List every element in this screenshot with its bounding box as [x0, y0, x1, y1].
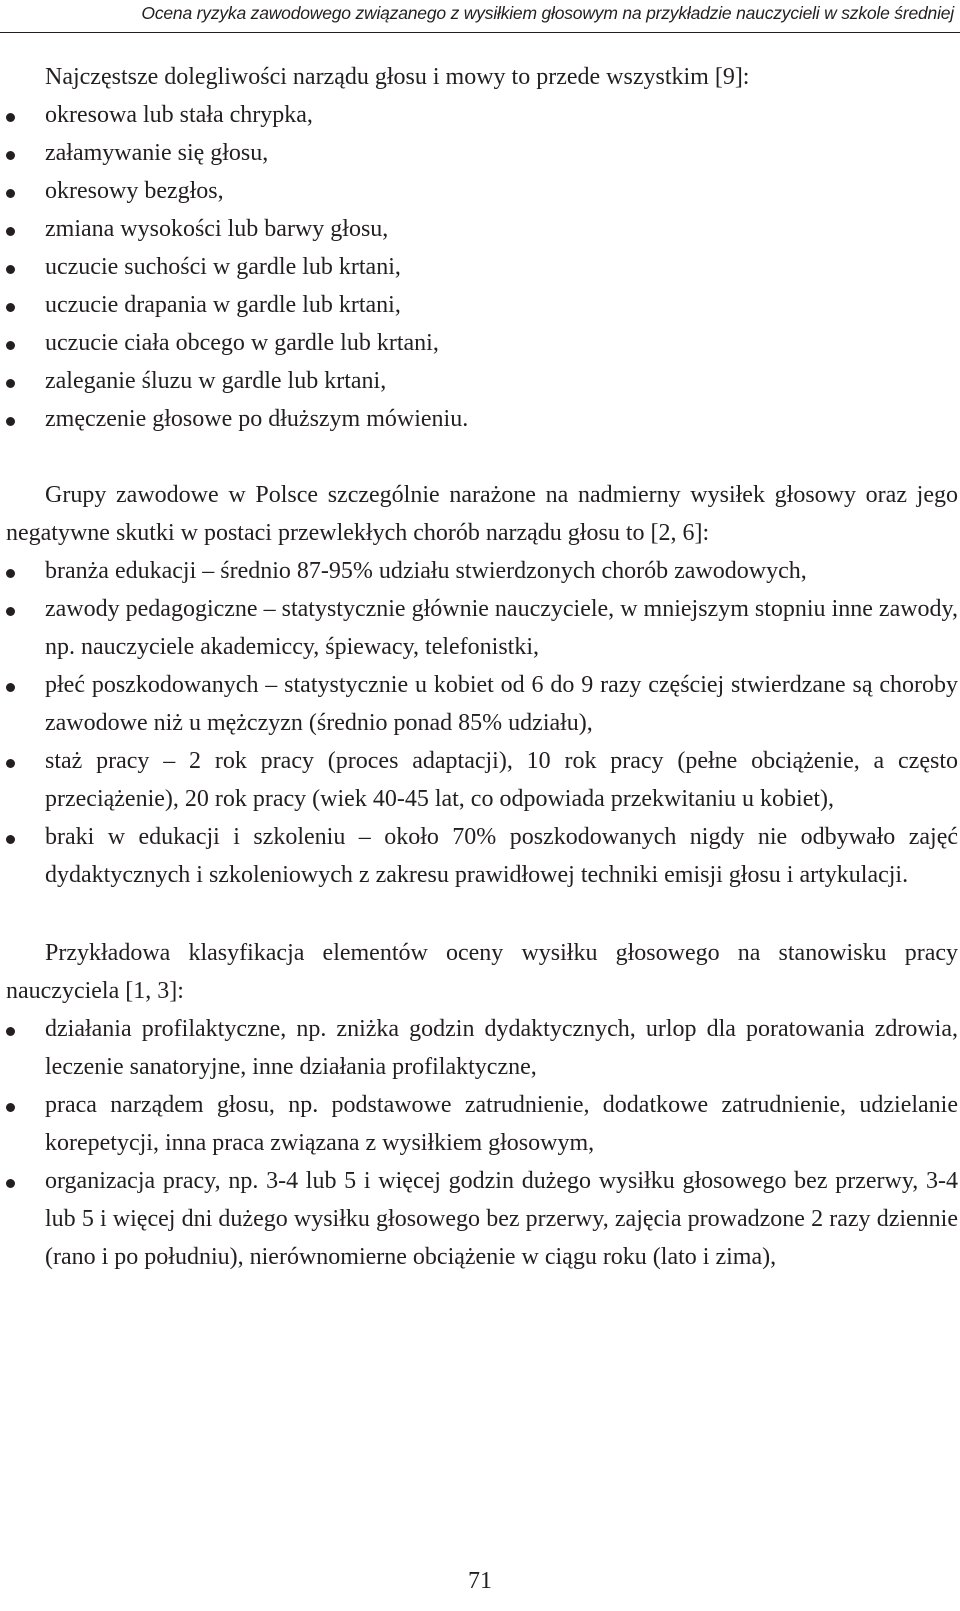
bullet-icon	[6, 759, 15, 768]
symptoms-list	[6, 96, 958, 438]
list-item-text: uczucie suchości w gardle lub krtani,	[45, 254, 401, 280]
bullet-icon	[6, 417, 15, 426]
bullet-icon	[6, 113, 15, 122]
list-item	[6, 362, 958, 400]
list-item	[6, 248, 958, 286]
list-item	[6, 134, 958, 172]
bullet-icon	[6, 379, 15, 388]
section3-intro: Przykładowa klasyfikacja elementów oceny wysiłku głosowego na stanowisku pracy nauczyciela [1, 3]:	[6, 940, 958, 1004]
list-item	[6, 172, 958, 210]
list-item-text: okresowa lub stała chrypka,	[45, 102, 313, 128]
list-item-text: organizacja pracy, np. 3-4 lub 5 i więcej godzin dużego wysiłku głosowego bez przerwy, 3-4 lub 5 i więcej dni dużego wysiłku głosowego bez przerwy, zajęcia prowadzone 2 razy dziennie (rano i po południu), nierównomierne obciążenie w ciągu roku (lato i zima),	[45, 1168, 958, 1270]
bullet-icon	[6, 683, 15, 692]
list-item-text: zaleganie śluzu w gardle lub krtani,	[45, 368, 387, 394]
bullet-icon	[6, 189, 15, 198]
section2-intro: Grupy zawodowe w Polsce szczególnie narażone na nadmierny wysiłek głosowy oraz jego negatywne skutki w postaci przewlekłych chorób narządu głosu to [2, 6]:	[6, 482, 958, 546]
bullet-icon	[6, 835, 15, 844]
list-item-text: uczucie drapania w gardle lub krtani,	[45, 292, 401, 318]
list-item	[6, 742, 958, 818]
list-item	[6, 400, 958, 438]
bullet-icon	[6, 303, 15, 312]
list-item	[6, 96, 958, 134]
section-spacer	[6, 894, 958, 934]
list-item-text: braki w edukacji i szkoleniu – około 70% poszkodowanych nigdy nie odbywało zajęć dydaktycznych i szkoleniowych z zakresu prawidłowej techniki emisji głosu i artykulacji.	[45, 824, 958, 888]
running-header	[0, 0, 960, 33]
bullet-icon	[6, 1179, 15, 1188]
list-item	[6, 1086, 958, 1162]
list-item-text: zawody pedagogiczne – statystycznie głównie nauczyciele, w mniejszym stopniu inne zawody, np. nauczyciele akademiccy, śpiewacy, telefonistki,	[45, 596, 958, 660]
list-item-text: uczucie ciała obcego w gardle lub krtani,	[45, 330, 439, 356]
list-item-text: staż pracy – 2 rok pracy (proces adaptacji), 10 rok pracy (pełne obciążenie, a często przeciążenie), 20 rok pracy (wiek 40-45 lat, co odpowiada przekwitaniu u kobiet),	[45, 748, 958, 812]
list-item-text: płeć poszkodowanych – statystycznie u kobiet od 6 do 9 razy częściej stwierdzane są choroby zawodowe niż u mężczyzn (średnio ponad 85% udziału),	[45, 672, 958, 736]
running-title: Ocena ryzyka zawodowego związanego z wysiłkiem głosowym na przykładzie nauczycieli w szkole średniej	[141, 3, 954, 23]
section1-intro: Najczęstsze dolegliwości narządu głosu i mowy to przede wszystkim [9]:	[45, 64, 750, 90]
list-item	[6, 1010, 958, 1086]
list-item	[6, 286, 958, 324]
list-item	[6, 590, 958, 666]
bullet-icon	[6, 151, 15, 160]
page-body	[6, 58, 958, 1276]
list-item	[6, 210, 958, 248]
list-item-text: zmiana wysokości lub barwy głosu,	[45, 216, 389, 242]
list-item	[6, 552, 958, 590]
bullet-icon	[6, 569, 15, 578]
classification-list	[6, 1010, 958, 1276]
list-item-text: okresowy bezgłos,	[45, 178, 224, 204]
bullet-icon	[6, 1103, 15, 1112]
bullet-icon	[6, 341, 15, 350]
page-number: 71	[468, 1568, 492, 1594]
risk-groups-list	[6, 552, 958, 894]
list-item	[6, 666, 958, 742]
list-item-text: załamywanie się głosu,	[45, 140, 269, 166]
list-item-text: działania profilaktyczne, np. zniżka godzin dydaktycznych, urlop dla poratowania zdrowia, leczenie sanatoryjne, inne działania profilaktyczne,	[45, 1016, 958, 1080]
list-item	[6, 818, 958, 894]
list-item	[6, 324, 958, 362]
bullet-icon	[6, 227, 15, 236]
section-spacer	[6, 438, 958, 476]
list-item-text: branża edukacji – średnio 87-95% udziału stwierdzonych chorób zawodowych,	[45, 558, 807, 584]
list-item	[6, 1162, 958, 1276]
list-item-text: praca narządem głosu, np. podstawowe zatrudnienie, dodatkowe zatrudnienie, udzielanie korepetycji, inna praca związana z wysiłkiem głosowym,	[45, 1092, 958, 1156]
bullet-icon	[6, 1027, 15, 1036]
bullet-icon	[6, 607, 15, 616]
bullet-icon	[6, 265, 15, 274]
list-item-text: zmęczenie głosowe po dłuższym mówieniu.	[45, 406, 469, 432]
